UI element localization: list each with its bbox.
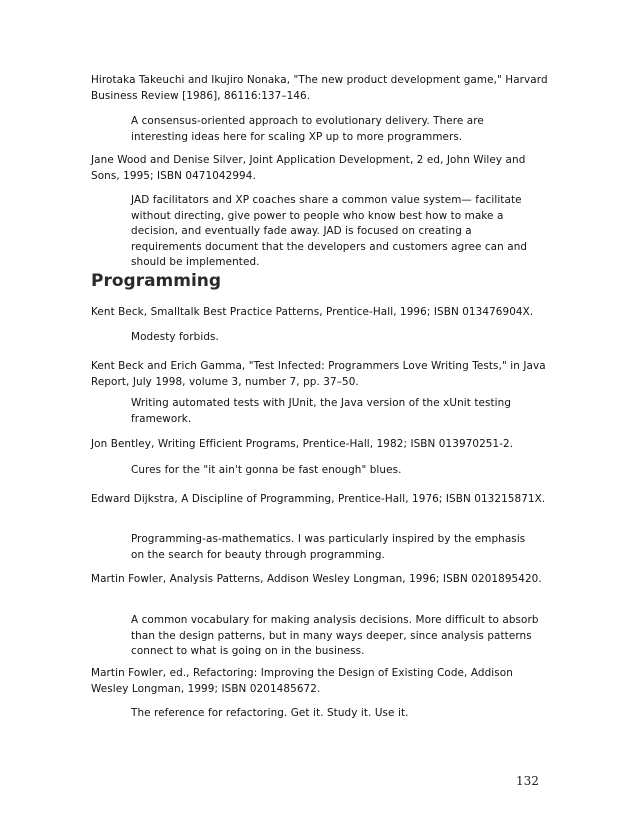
reference-citation: Edward Dijkstra, A Discipline of Programming, Prentice-Hall, 1976; ISBN 013215871X. xyxy=(91,493,546,505)
reference-annotation: Modesty forbids. xyxy=(131,331,219,343)
reference-annotation: A consensus-oriented approach to evolutionary delivery. There are interesting ideas here for scaling XP up to more programmers. xyxy=(131,115,484,143)
reference-annotation: Cures for the "it ain't gonna be fast enough" blues. xyxy=(131,464,402,476)
reference-citation: Jon Bentley, Writing Efficient Programs, Prentice-Hall, 1982; ISBN 013970251-2. xyxy=(91,438,514,450)
reference-citation: Kent Beck and Erich Gamma, "Test Infected: Programmers Love Writing Tests," in Java Report, July 1998, volume 3, number 7, pp. 37–50. xyxy=(91,360,546,388)
reference-citation: Hirotaka Takeuchi and Ikujiro Nonaka, "The new product development game," Harvard Business Review [1986], 86116:137–146. xyxy=(91,74,548,102)
section-heading: Programming xyxy=(91,271,222,291)
page-number: 132 xyxy=(516,774,539,788)
reference-citation: Jane Wood and Denise Silver, Joint Application Development, 2 ed, John Wiley and Sons, 1995; ISBN 0471042994. xyxy=(91,154,526,182)
reference-annotation: A common vocabulary for making analysis decisions. More difficult to absorb than the design patterns, but in many ways deeper, since analysis patterns connect to what is going on in the business. xyxy=(131,614,539,657)
reference-annotation: JAD facilitators and XP coaches share a common value system— facilitate without directing, give power to people who know best how to make a decision, and eventually fade away. JAD is focused on creating a requirements document that the developers and customers agree can and should be implemented. xyxy=(131,194,528,268)
reference-citation: Kent Beck, Smalltalk Best Practice Patterns, Prentice-Hall, 1996; ISBN 013476904X. xyxy=(91,306,534,318)
reference-annotation: Programming-as-mathematics. I was particularly inspired by the emphasis on the search for beauty through programming. xyxy=(131,533,526,561)
reference-annotation: Writing automated tests with JUnit, the Java version of the xUnit testing framework. xyxy=(131,397,512,425)
reference-citation: Martin Fowler, Analysis Patterns, Addison Wesley Longman, 1996; ISBN 0201895420. xyxy=(91,573,542,585)
reference-citation: Martin Fowler, ed., Refactoring: Improving the Design of Existing Code, Addison Wesley Longman, 1999; ISBN 0201485672. xyxy=(91,667,513,695)
reference-annotation: The reference for refactoring. Get it. Study it. Use it. xyxy=(131,707,409,719)
